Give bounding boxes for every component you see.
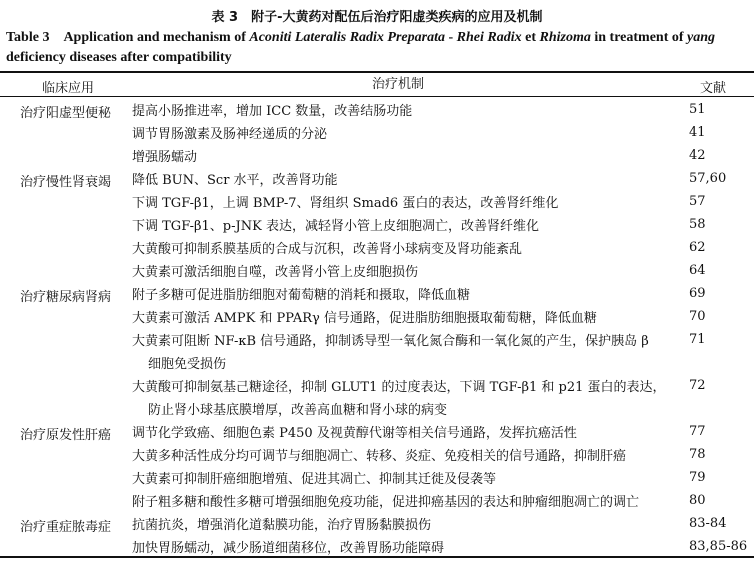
cell-reference: 41 — [689, 125, 706, 140]
cell-mechanism-line: 附子粗多糖和酸性多糖可增强细胞免疫功能，促进抑癌基因的表达和肿瘤细胞凋亡的调亡 — [132, 495, 640, 510]
table-title-cn: 表 3 附子-大黄药对配伍后治疗阳虚类疾病的应用及机制 — [211, 10, 543, 25]
title-en-italic: yang — [687, 30, 716, 45]
cell-reference: 80 — [689, 493, 706, 508]
table-bottom-rule — [0, 556, 754, 558]
cell-mechanism-line: 大黄酸可抑制氨基己糖途径，抑制 GLUT1 的过度表达，下调 TGF-β1 和 p21 蛋白的表达， — [132, 380, 666, 395]
cell-reference: 79 — [689, 470, 706, 485]
cell-mechanism-line: 附子多糖可促进脂肪细胞对葡萄糖的消耗和摄取，降低血糖 — [132, 288, 471, 303]
cell-mechanism — [132, 123, 680, 146]
cell-mechanism — [132, 307, 680, 330]
cell-mechanism — [132, 491, 680, 514]
cell-reference: 51 — [689, 102, 706, 117]
cell-reference: 70 — [689, 309, 706, 324]
cell-mechanism-line: 大黄素可阻断 NF-κB 信号通路，抑制诱导型一氧化氮合酶和一氧化氮的产生，保护胰岛 β — [132, 334, 649, 349]
cell-mechanism-line: 加快胃肠蠕动，减少肠道细菌移位，改善胃肠功能障碍 — [132, 541, 445, 556]
cell-mechanism — [132, 169, 680, 192]
cell-reference: 78 — [689, 447, 706, 462]
cell-clinical-application: 治疗糖尿病肾病 — [20, 290, 112, 305]
cell-mechanism — [132, 445, 680, 468]
title-en-part: in treatment of — [590, 30, 688, 45]
cell-mechanism — [132, 422, 680, 445]
cell-mechanism — [132, 261, 680, 284]
table-top-rule — [0, 71, 754, 73]
title-en-italic: Aconiti Lateralis Radix Preparata — [249, 30, 445, 45]
cell-mechanism — [132, 238, 680, 261]
cell-reference: 64 — [689, 263, 706, 278]
cell-mechanism — [132, 330, 680, 376]
cell-reference: 83,85-86 — [689, 539, 748, 554]
header-reference: 文献 — [700, 81, 727, 96]
title-en-part: deficiency diseases after compatibility — [6, 50, 232, 65]
cell-mechanism — [132, 146, 680, 169]
cell-mechanism-line: 调节化学致癌、细胞色素 P450 及视黄醇代谢等相关信号通路，发挥抗癌活性 — [132, 426, 577, 441]
table-header-rule — [0, 96, 754, 97]
title-en-italic: Rhei Radix — [456, 30, 522, 45]
cell-clinical-application: 治疗原发性肝癌 — [20, 428, 112, 443]
cell-mechanism — [132, 284, 680, 307]
cell-clinical-application: 治疗慢性肾衰竭 — [20, 175, 112, 190]
title-en-part: Table 3 Application and mechanism of — [6, 30, 250, 45]
cell-clinical-application: 治疗阳虚型便秘 — [20, 106, 112, 121]
cell-mechanism — [132, 192, 680, 215]
cell-mechanism — [132, 215, 680, 238]
cell-reference: 62 — [689, 240, 706, 255]
cell-reference: 42 — [689, 148, 706, 163]
cell-mechanism-line: 防止肾小球基底膜增厚，改善高血糖和肾小球的病变 — [148, 403, 448, 418]
title-en-part: - — [444, 30, 457, 45]
cell-clinical-application: 治疗重症脓毒症 — [20, 520, 112, 535]
cell-reference: 71 — [689, 332, 706, 347]
cell-reference: 58 — [689, 217, 706, 232]
cell-reference: 57 — [689, 194, 706, 209]
cell-mechanism — [132, 376, 680, 422]
cell-reference: 69 — [689, 286, 706, 301]
cell-mechanism-line: 降低 BUN、Scr 水平，改善肾功能 — [132, 173, 338, 188]
cell-mechanism-line: 下调 TGF-β1、p-JNK 表达，减轻肾小管上皮细胞凋亡，改善肾纤维化 — [132, 219, 539, 234]
cell-reference: 83-84 — [689, 516, 727, 531]
cell-mechanism — [132, 468, 680, 491]
cell-mechanism — [132, 100, 680, 123]
cell-mechanism-line: 下调 TGF-β1，上调 BMP-7、肾组织 Smad6 蛋白的表达，改善肾纤维化 — [132, 196, 559, 211]
header-mechanism: 治疗机制 — [372, 77, 425, 92]
cell-reference: 57,60 — [689, 171, 727, 186]
cell-mechanism-line: 抗菌抗炎，增强消化道黏膜功能，治疗胃肠黏膜损伤 — [132, 518, 432, 533]
cell-mechanism-line: 增强肠蠕动 — [132, 150, 198, 165]
cell-reference: 77 — [689, 424, 706, 439]
cell-mechanism-line: 大黄素可激活细胞自噬，改善肾小管上皮细胞损伤 — [132, 265, 419, 280]
cell-mechanism-line: 提高小肠推进率，增加 ICC 数量，改善结肠功能 — [132, 104, 413, 119]
cell-mechanism-line: 大黄多种活性成分均可调节与细胞凋亡、转移、炎症、免疫相关的信号通路，抑制肝癌 — [132, 449, 627, 464]
cell-mechanism-line: 细胞免受损伤 — [148, 357, 227, 372]
cell-mechanism — [132, 514, 680, 537]
cell-reference: 72 — [689, 378, 706, 393]
cell-mechanism-line: 调节胃肠激素及肠神经递质的分泌 — [132, 127, 328, 142]
cell-mechanism-line: 大黄素可激活 AMPK 和 PPARγ 信号通路，促进脂肪细胞摄取葡萄糖，降低血糖 — [132, 311, 597, 326]
cell-mechanism-line: 大黄素可抑制肝癌细胞增殖、促进其凋亡、抑制其迁徙及侵袭等 — [132, 472, 497, 487]
title-en-part: et — [521, 30, 540, 45]
table-title-en — [6, 28, 750, 68]
title-en-italic: Rhizoma — [539, 30, 591, 45]
cell-mechanism-line: 大黄酸可抑制系膜基质的合成与沉积，改善肾小球病变及肾功能紊乱 — [132, 242, 523, 257]
header-clinical-application: 临床应用 — [42, 81, 95, 96]
